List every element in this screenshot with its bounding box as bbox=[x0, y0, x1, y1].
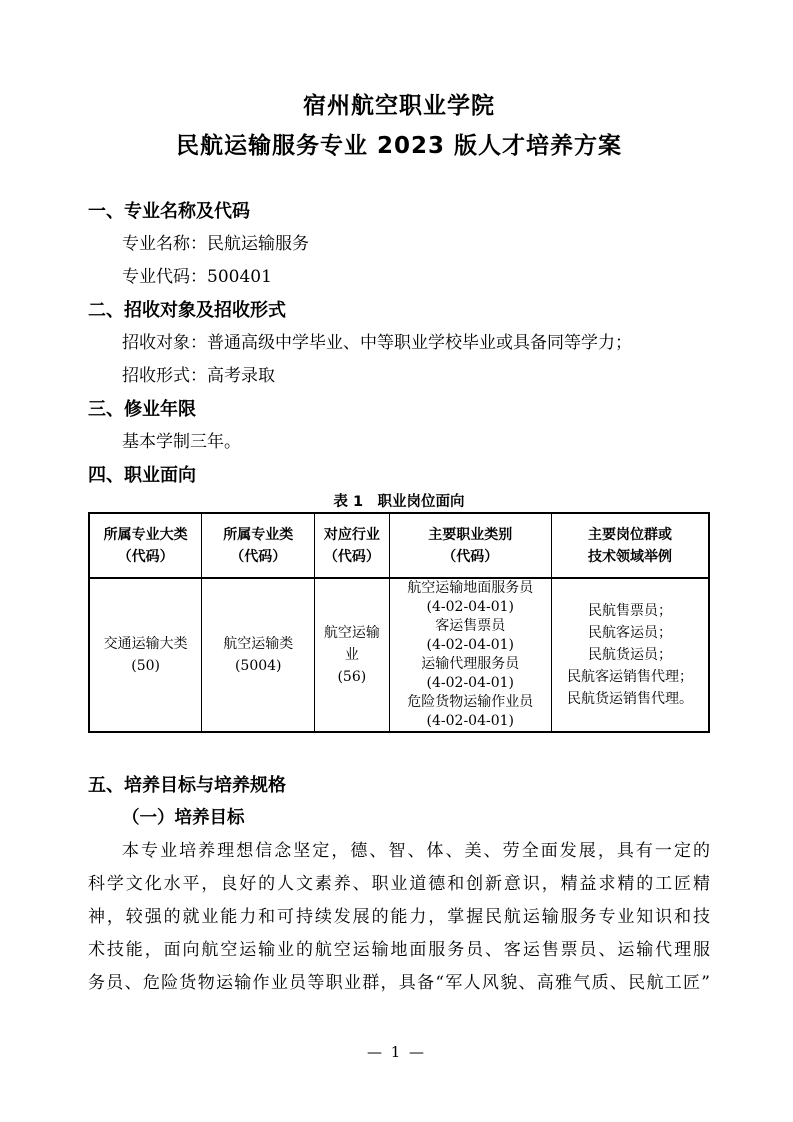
section-heading-2: 二、招收对象及招收形式 bbox=[88, 300, 286, 321]
header-major-category: 所属专业大类 （代码） bbox=[89, 513, 202, 578]
header-position-group: 主要岗位群或 技术领域举例 bbox=[551, 513, 709, 578]
document-title-line1: 宿州航空职业学院 bbox=[303, 93, 495, 119]
enrollment-form-line: 招收形式：高考录取 bbox=[122, 366, 275, 386]
section-heading-1: 一、专业名称及代码 bbox=[88, 201, 250, 222]
major-code-line: 专业代码：500401 bbox=[122, 267, 272, 287]
page-number: — 1 — bbox=[366, 1043, 427, 1061]
table-header-row bbox=[89, 513, 709, 578]
section-heading-5: 五、培养目标与培养规格 bbox=[88, 775, 286, 796]
sub-heading-training-objective: （一）培养目标 bbox=[122, 808, 245, 828]
cell-positions: 民航售票员； 民航客运员； 民航货运员； 民航客运销售代理； 民航货运销售代理。 bbox=[551, 578, 709, 732]
objective-paragraph-line: 科学文化水平，良好的人文素养、职业道德和创新意识，精益求精的工匠精 bbox=[88, 874, 710, 894]
objective-paragraph-line: 术技能，面向航空运输业的航空运输地面服务员、客运售票员、运输代理服 bbox=[88, 940, 710, 960]
objective-paragraph-line: 本专业培养理想信念坚定，德、智、体、美、劳全面发展，具有一定的 bbox=[122, 841, 710, 861]
document-title-line2: 民航运输服务专业 2023 版人才培养方案 bbox=[175, 133, 623, 159]
section-heading-3: 三、修业年限 bbox=[88, 399, 196, 420]
cell-occupations: 航空运输地面服务员 (4-02-04-01) 客运售票员 (4-02-04-01) 运输代理服务员 (4-02-04-01) 危险货物运输作业员 (4-02-04-01) bbox=[389, 578, 551, 732]
cell-industry: 航空运输业 (56) bbox=[315, 578, 389, 732]
header-category: 所属专业类 （代码） bbox=[202, 513, 315, 578]
cell-category: 航空运输类 (5004) bbox=[202, 578, 315, 732]
major-name-line: 专业名称：民航运输服务 bbox=[122, 234, 309, 254]
study-duration-line: 基本学制三年。 bbox=[122, 432, 241, 452]
career-orientation-table bbox=[88, 512, 710, 733]
cell-major-category: 交通运输大类 (50) bbox=[89, 578, 202, 732]
header-industry: 对应行业 （代码） bbox=[315, 513, 389, 578]
section-heading-4: 四、职业面向 bbox=[88, 465, 196, 486]
table-caption: 表 1 职业岗位面向 bbox=[333, 494, 465, 510]
objective-paragraph-line: 神，较强的就业能力和可持续发展的能力，掌握民航运输服务专业知识和技 bbox=[88, 907, 710, 927]
table-data-row bbox=[89, 578, 709, 732]
header-occupation-category: 主要职业类别 （代码） bbox=[389, 513, 551, 578]
enrollment-target-line: 招收对象：普通高级中学毕业、中等职业学校毕业或具备同等学力； bbox=[122, 333, 632, 353]
objective-paragraph-line: 务员、危险货物运输作业员等职业群，具备“军人风貌、高雅气质、民航工匠” bbox=[88, 973, 710, 993]
